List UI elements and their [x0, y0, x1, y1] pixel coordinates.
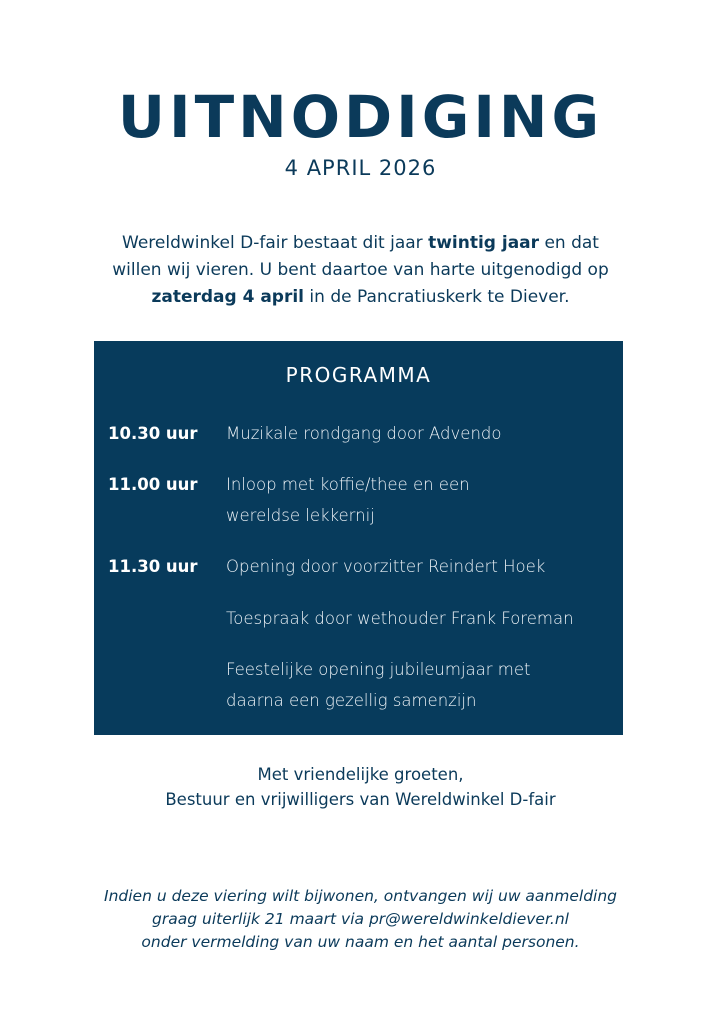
program-desc: Toespraak door wethouder Frank Foreman [226, 609, 574, 628]
program-time: 10.30 uur [108, 424, 198, 443]
program-heading: PROGRAMMA [285, 363, 432, 387]
rsvp-note [0, 885, 721, 954]
closing [0, 762, 721, 812]
note-line: graag uiterlijk 21 maart via pr@wereldwinkeldiever.nl [152, 910, 569, 928]
page-title: UITNODIGING [117, 83, 604, 151]
intro-bold: zaterdag 4 april [151, 287, 305, 307]
program-desc: Opening door voorzitter Reindert Hoek [226, 557, 546, 576]
intro-paragraph [0, 230, 721, 311]
program-desc: Muzikale rondgang door Advendo [226, 424, 502, 443]
intro-text: en dat willen wij vieren. U bent daartoe van harte uitgenodigd op [112, 233, 609, 280]
intro-text: in de Pancratiuskerk te Diever. [304, 287, 570, 307]
note-line: onder vermelding van uw naam en het aantal personen. [141, 933, 580, 951]
intro-bold: twintig jaar [428, 233, 540, 253]
closing-signature: Bestuur en vrijwilligers van Wereldwinkel D-fair [165, 790, 556, 809]
program-box [94, 341, 623, 735]
note-line: Indien u deze viering wilt bijwonen, ontvangen wij uw aanmelding [104, 887, 617, 905]
program-desc: Feestelijke opening jubileumjaar met daarna een gezellig samenzijn [226, 660, 531, 710]
program-time: 11.30 uur [108, 557, 198, 576]
intro-text: Wereldwinkel D-fair bestaat dit jaar [122, 233, 429, 253]
program-desc: Inloop met koffie/thee en een wereldse lekkernij [226, 475, 470, 525]
closing-greeting: Met vriendelijke groeten, [257, 765, 464, 784]
program-time: 11.00 uur [108, 475, 198, 494]
event-date: 4 APRIL 2026 [284, 156, 437, 180]
